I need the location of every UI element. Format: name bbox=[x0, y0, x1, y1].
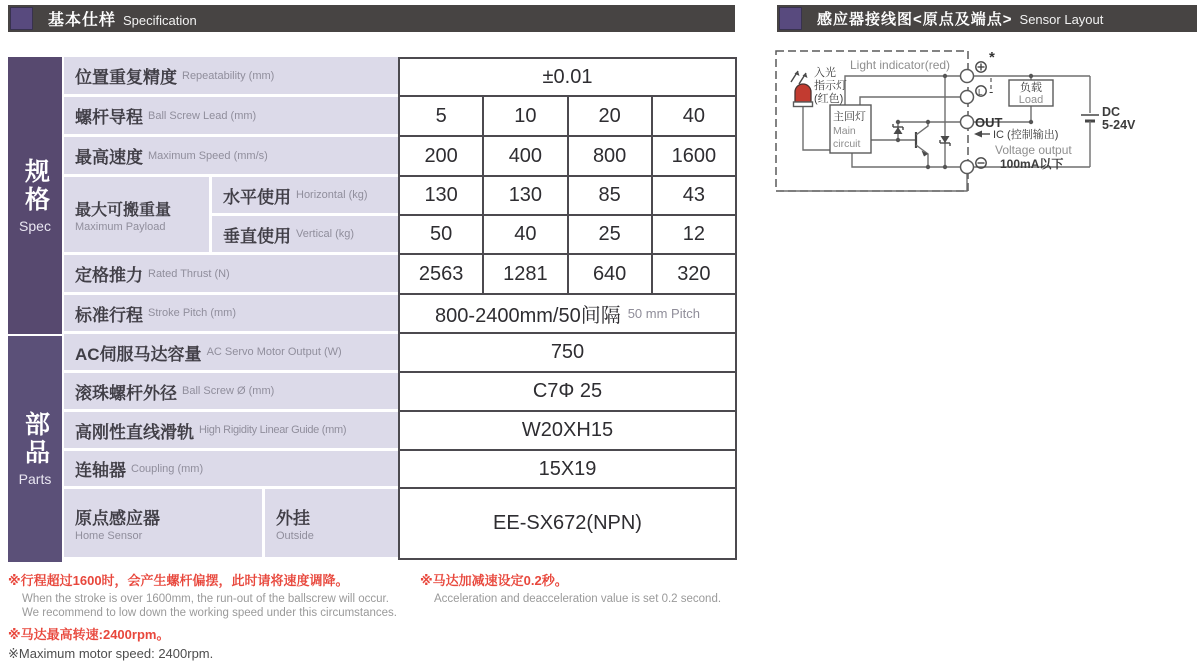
footnotes-right bbox=[420, 572, 750, 606]
row-label-cn: 最高速度 bbox=[75, 148, 143, 167]
footnote-stroke-warning-en2: We recommend to low down the working speed under this circumstances. bbox=[22, 607, 397, 620]
ic-arrow-icon bbox=[974, 131, 990, 138]
footnote-motor-speed-en: ※Maximum motor speed: 2400rpm. bbox=[8, 645, 214, 661]
cell-vertical-4: 12 bbox=[651, 216, 737, 253]
table-row-max-speed bbox=[64, 137, 737, 177]
row-label-en: High Rigidity Linear Guide (mm) bbox=[199, 424, 347, 436]
sidebar-spec-label-cn: 规格 bbox=[21, 157, 50, 214]
cell-lead-1: 5 bbox=[398, 97, 482, 135]
row-label-cn: 滚珠螺杆外径 bbox=[75, 383, 177, 403]
subrow-label-en: Vertical (kg) bbox=[296, 228, 355, 240]
table-sidebar bbox=[8, 57, 62, 562]
cell-horizontal-4: 43 bbox=[651, 177, 737, 214]
cell-home-sensor-model: EE-SX672(NPN) bbox=[398, 489, 737, 558]
cell-thrust-2: 1281 bbox=[482, 255, 566, 293]
current-limit-label: 100mA以下 bbox=[1000, 157, 1064, 171]
output-transistor-icon bbox=[916, 122, 928, 167]
payload-horizontal-subrow bbox=[212, 177, 737, 216]
terminal-light bbox=[961, 91, 974, 104]
row-label-cn: 标准行程 bbox=[75, 305, 143, 325]
sidebar-parts-label-cn: 部品 bbox=[21, 411, 50, 467]
led-lead-wire bbox=[803, 106, 830, 150]
cell-thrust-1: 2563 bbox=[398, 255, 482, 293]
row-label-en: AC Servo Motor Output (W) bbox=[206, 346, 342, 358]
spec-header-title-en: Specification bbox=[123, 13, 197, 28]
cell-coupling: 15X19 bbox=[398, 451, 737, 487]
table-row-max-payload bbox=[64, 177, 737, 255]
incident-light-label-l2: 指示灯 bbox=[814, 80, 847, 92]
sensor-header-title-cn: 感应器接线图<原点及端点> bbox=[817, 11, 1013, 28]
row-label-en: Maximum Speed (mm/s) bbox=[148, 149, 268, 162]
spec-header-title-cn: 基本仕样 bbox=[48, 12, 117, 29]
header-accent-square bbox=[779, 7, 802, 30]
dc-label: DC bbox=[1102, 105, 1121, 119]
led-base bbox=[794, 102, 813, 107]
payload-vertical-subrow bbox=[212, 216, 737, 255]
table-row-ball-screw-lead bbox=[64, 97, 737, 137]
plus-rail-wire bbox=[845, 76, 960, 105]
main-circuit-label-en2: circuit bbox=[833, 138, 861, 150]
minus-rail-wire bbox=[852, 153, 960, 167]
cell-linear-guide: W20XH15 bbox=[398, 412, 737, 449]
sensor-section-header bbox=[777, 5, 1197, 32]
incident-light-arrows-icon bbox=[791, 71, 808, 84]
row-label-en: Stroke Pitch (mm) bbox=[148, 307, 237, 319]
table-row-servo-output bbox=[64, 334, 737, 373]
cell-horizontal-3: 85 bbox=[567, 177, 651, 214]
ic-output-label: IC (控制输出) bbox=[993, 129, 1059, 141]
cell-repeatability: ±0.01 bbox=[398, 59, 737, 95]
cell-vertical-3: 25 bbox=[567, 216, 651, 253]
row-label-en: Ball Screw Lead (mm) bbox=[148, 109, 257, 122]
cell-thrust-3: 640 bbox=[567, 255, 651, 293]
table-body bbox=[64, 57, 737, 562]
cell-horizontal-2: 130 bbox=[482, 177, 566, 214]
cell-stroke-pitch bbox=[398, 295, 737, 332]
incident-light-label-l3: (红色) bbox=[814, 93, 844, 105]
cell-ball-screw-dia: C7Φ 25 bbox=[398, 373, 737, 410]
stroke-pitch-sub: 50 mm Pitch bbox=[627, 306, 700, 321]
row-label-cn: 螺杆导程 bbox=[75, 108, 143, 127]
subrow-label-en: Horizontal (kg) bbox=[296, 189, 368, 201]
table-row-repeatability bbox=[64, 57, 737, 97]
footnote-motor-speed-cn: ※马达最高转速:2400rpm。 bbox=[8, 627, 170, 643]
table-row-linear-guide bbox=[64, 412, 737, 451]
row-label-en: Coupling (mm) bbox=[131, 462, 204, 475]
home-sensor-mount-label bbox=[265, 489, 398, 560]
subrow-label-cn: 外挂 bbox=[276, 509, 310, 528]
table-row-coupling bbox=[64, 451, 737, 489]
table-row-home-sensor bbox=[64, 489, 737, 560]
subrow-label-cn: 水平使用 bbox=[223, 187, 291, 207]
footnote-stroke-warning-en1: When the stroke is over 1600mm, the run-out of the ballscrew will occur. bbox=[22, 592, 389, 605]
case-bottom-wire bbox=[780, 173, 967, 191]
main-circuit-label-en1: Main bbox=[833, 125, 856, 137]
sidebar-parts-label-en: Parts bbox=[18, 471, 52, 487]
header-accent-square bbox=[10, 7, 33, 30]
dc-range-label: 5-24V bbox=[1102, 118, 1136, 132]
voltage-output-label: Voltage output bbox=[995, 143, 1072, 157]
footnote-stroke-warning-cn: ※行程超过1600时，会产生螺杆偏摆，此时请将速度调降。 bbox=[8, 573, 349, 588]
cell-speed-3: 800 bbox=[567, 137, 651, 175]
cell-speed-4: 1600 bbox=[651, 137, 737, 175]
light-indicator-en-label: Light indicator(red) bbox=[850, 58, 951, 72]
row-label-cn: 高刚性直线滑轨 bbox=[75, 422, 194, 442]
row-label-en: Rated Thrust (N) bbox=[148, 267, 230, 280]
home-sensor-label bbox=[64, 489, 265, 560]
cell-lead-2: 10 bbox=[482, 97, 566, 135]
cell-lead-3: 20 bbox=[567, 97, 651, 135]
cell-horizontal-1: 130 bbox=[398, 177, 482, 214]
table-row-ball-screw-dia bbox=[64, 373, 737, 412]
led-indicator-icon bbox=[795, 84, 811, 102]
svg-text:L: L bbox=[978, 87, 983, 97]
sensor-circuit-svg bbox=[770, 44, 1200, 212]
cell-lead-4: 40 bbox=[651, 97, 737, 135]
light-symbol-icon bbox=[976, 86, 986, 97]
cell-thrust-4: 320 bbox=[651, 255, 737, 293]
cell-servo-output: 750 bbox=[398, 334, 737, 371]
plus-symbol-icon bbox=[976, 62, 986, 72]
load-label-en: Load bbox=[1018, 94, 1044, 106]
table-row-stroke-pitch bbox=[64, 295, 737, 334]
row-label-cn: 定格推力 bbox=[75, 266, 143, 285]
sensor-header-title-en: Sensor Layout bbox=[1019, 12, 1104, 27]
out-label: OUT bbox=[975, 115, 1003, 130]
row-label-cn: 原点感应器 bbox=[75, 509, 160, 528]
row-label-cn: AC伺服马达容量 bbox=[75, 344, 202, 364]
terminal-plus bbox=[961, 70, 974, 83]
cell-speed-1: 200 bbox=[398, 137, 482, 175]
cell-vertical-2: 40 bbox=[482, 216, 566, 253]
sensor-case-outline bbox=[776, 51, 968, 191]
footnote-accel-en: Acceleration and deacceleration value is set 0.2 second. bbox=[434, 592, 722, 605]
row-label-en: Maximum Payload bbox=[75, 220, 166, 233]
payload-group-label bbox=[64, 177, 212, 255]
row-label-cn: 最大可搬重量 bbox=[75, 201, 172, 219]
sensor-wiring-diagram bbox=[770, 44, 1200, 217]
row-label-en: Ball Screw Ø (mm) bbox=[182, 385, 275, 397]
l-dash-mark: - bbox=[989, 84, 994, 99]
main-circuit-label-cn: 主回灯 bbox=[833, 111, 866, 123]
battery-icon bbox=[1081, 76, 1099, 167]
terminal-out bbox=[961, 116, 974, 129]
row-label-cn: 位置重复精度 bbox=[75, 68, 177, 87]
footnotes-left bbox=[8, 572, 408, 662]
subrow-label-en: Outside bbox=[276, 530, 314, 542]
table-row-rated-thrust bbox=[64, 255, 737, 295]
row-label-cn: 连轴器 bbox=[75, 461, 126, 480]
load-label-cn: 负载 bbox=[1020, 82, 1042, 94]
terminal-minus bbox=[961, 161, 974, 174]
star-mark: * bbox=[989, 49, 995, 66]
row-label-en: Repeatability (mm) bbox=[182, 69, 275, 82]
footnote-accel-cn: ※马达加减速设定0.2秒。 bbox=[420, 573, 568, 588]
specification-table bbox=[8, 57, 737, 562]
row-label-en: Home Sensor bbox=[75, 530, 143, 542]
subrow-label-cn: 垂直使用 bbox=[223, 226, 291, 246]
spec-section-header bbox=[8, 5, 735, 32]
stroke-pitch-main: 800-2400mm/50间隔 bbox=[435, 305, 621, 327]
cell-speed-2: 400 bbox=[482, 137, 566, 175]
sidebar-spec-label-en: Spec bbox=[19, 217, 51, 234]
cell-vertical-1: 50 bbox=[398, 216, 482, 253]
incident-light-label-l1: 入光 bbox=[814, 67, 836, 79]
sidebar-section-spec bbox=[8, 57, 62, 334]
sidebar-section-parts bbox=[8, 336, 62, 562]
